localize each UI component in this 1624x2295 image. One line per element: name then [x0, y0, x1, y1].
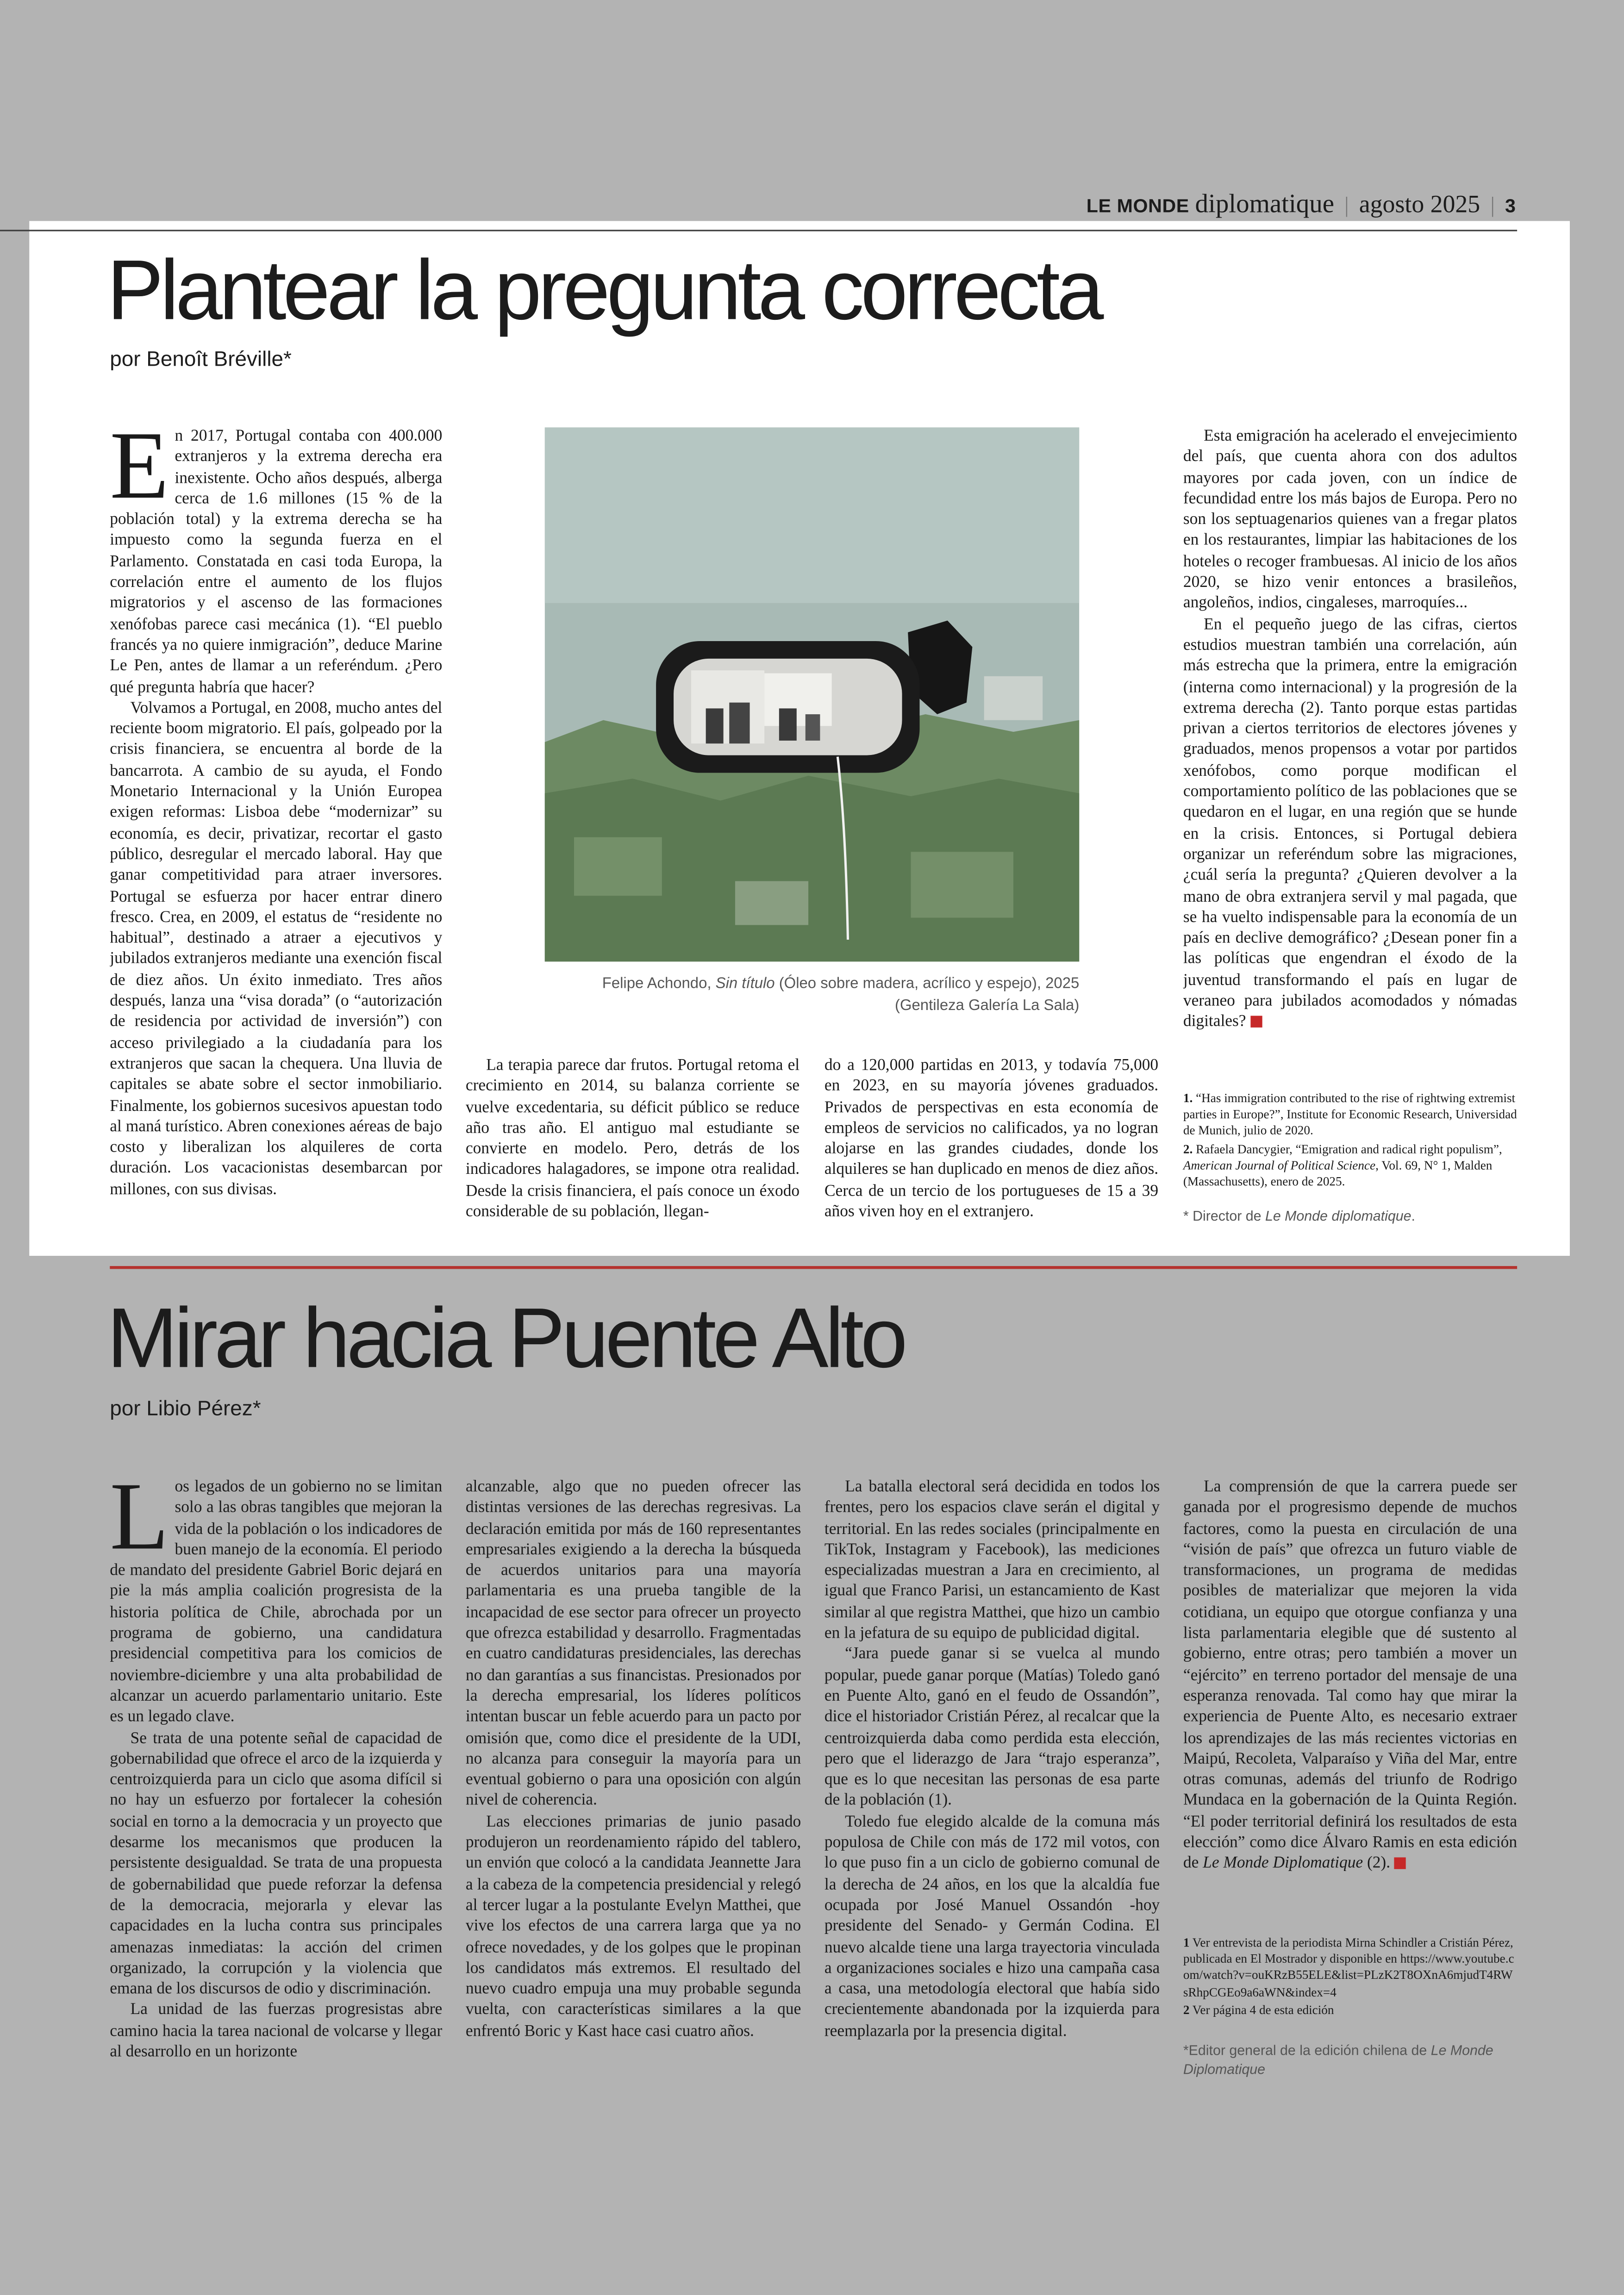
caption-details: (Óleo sobre madera, acrílico y espejo), 2025: [775, 976, 1080, 992]
article2-footnotes: [1183, 1935, 1517, 2020]
author-note-text: .: [1411, 1209, 1415, 1225]
author-note-publication: Le Monde Diplomatique: [1183, 2043, 1493, 2079]
article2-author-note: [1183, 2042, 1517, 2080]
article1-paragraph: n 2017, Portugal contaba con 400.000 extranjeros y la extrema derecha era inexistente. Ocho años después, alberga cerca de 1.6 millones (15 % de la población total) y la extrema derecha se ha impuesto como la segunda fuerza en el Parlamento. Constatada en casi toda Europa, la correlación entre el aumento de los flujos migratorios y el ascenso de las formaciones xenófobas parece casi mecánica (1). “El pueblo francés ya no quiere inmigración”, deduce Marine Le Pen, antes de llamar a un referéndum. ¿Pero qué pregunta habría que hacer?: [110, 427, 443, 696]
author-note-publication: Le Monde diplomatique: [1265, 1209, 1412, 1225]
article2-column-1: [110, 1477, 442, 2091]
footnote-number: 2.: [1183, 1141, 1193, 1156]
article2-paragraph: [1183, 1477, 1517, 1874]
article2-column-3: [824, 1477, 1160, 2091]
caption-artist: Felipe Achondo,: [602, 976, 716, 992]
footnote: [1183, 2002, 1517, 2018]
article1-column-3: [824, 1055, 1158, 1231]
article2-publication-name: Le Monde Diplomatique: [1203, 1855, 1363, 1873]
section-divider: [110, 1266, 1517, 1269]
article2-byline: por Libio Pérez*: [110, 1397, 261, 1422]
article2-column-2: [466, 1477, 801, 2091]
caption-work-title: Sin título: [715, 976, 775, 992]
article1-footnotes: [1183, 1091, 1517, 1192]
article2-paragraph: “Jara puede ganar si se vuelca al mundo popular, puede ganar porque (Matías) Toledo ganó en Puente Alto, ganó en el feudo de Ossandón”, dice el historiador Cristián Pérez, al recalcar que la centroizquierda daba como perdida esta elección, pero que el liderazgo de Jara “trajo esperanza”, que es lo que necesitan las personas de esa parte de la población (1).: [824, 1646, 1160, 1810]
page-number: 3: [1505, 194, 1516, 217]
author-note-text: * Director de: [1183, 1209, 1265, 1225]
footnote: [1183, 1091, 1517, 1140]
footnote-number: 1.: [1183, 1090, 1193, 1105]
article2-paragraph: Se trata de una potente señal de capacidad de gobernabilidad que ofrece el arco de la izquierda y centroizquierda para un ciclo que asoma difícil si no hay un esfuerzo por fortalecer la cohesión social en torno a la democracia y un proyecto que desarme los mecanismos que producen la persistente desigualdad. Se trata de una propuesta de gobernabilidad que puede reforzar la defensa de la democracia, mejorarla y elevar las capacidades en la lucha contra sus principales amenazas inmediatas: la acción del crimen organizado, la corrupción y la violencia que emana de los discursos de odio y discriminación.: [110, 1729, 443, 1998]
painting-image: [545, 427, 1080, 961]
article2-paragraph: Toledo fue elegido alcalde de la comuna más populosa de Chile con más de 172 mil votos, con lo que puso fin a un ciclo de gobierno comunal de la derecha de 24 años, en los que la alcaldía fue ocupada por José Manuel Ossandón -hoy presidente del Senado- y Germán Codina. El nuevo alcalde tiene una larga trayectoria vinculada a organizaciones sociales e hizo una campaña casa a casa, una metodología electoral que había sido crecientemente abandonada por la izquierda para reemplazarla por la presencia digital.: [824, 1813, 1160, 2040]
article1-column-1: [110, 426, 442, 1231]
article2-column-4: [1183, 1477, 1517, 1923]
article1-paragraph: do a 120,000 partidas en 2013, y todavía 75,000 en 2023, en su mayoría jóvenes graduados. Privados de perspectivas en esta economía de empleos de servicios no calificados, ya no logran alojarse en las grandes ciudades, donde los alquileres se han duplicado en menos de diez años. Cerca de un tercio de los portugueses de 15 a 39 años viven hoy en el extranjero.: [824, 1056, 1159, 1221]
footnote: [1183, 1935, 1517, 2001]
article1-column-4: [1183, 426, 1517, 1087]
image-caption: [545, 973, 1080, 1017]
article2-paragraph-text: (2).: [1363, 1855, 1391, 1873]
masthead-brand: LE MONDE: [1086, 194, 1189, 217]
footnote-journal: American Journal of Political Science: [1183, 1157, 1376, 1172]
article2-paragraph: Las elecciones primarias de junio pasado produjeron un reordenamiento rápido del tablero, un envión que colocó a la candidata Jeannette Jara a la cabeza de la competencia presidencial y relegó al tercer lugar a la postulante Evelyn Matthei, que vive los efectos de una carrera larga que ya no ofrece novedades, y de los golpes que le propinan los candidatos más extremos. El resultado del nuevo cuadro empuja una muy probable segunda vuelta, con características similares a la que enfrentó Boric y Kast hace casi cuatro años.: [465, 1813, 801, 2040]
footnote-number: 2: [1183, 2002, 1190, 2017]
article1-column-2: [466, 1055, 800, 1231]
caption-line: [545, 973, 1080, 995]
article1-paragraph: [1183, 614, 1517, 1033]
article2-paragraph-text: La comprensión de que la carrera puede ser ganada por el progresismo depende de muchos factores, como la puesta en circulación de una “visión de país” que ofrezca un futuro viable de transformaciones, un programa de medidas posibles de materializar que mejoren la vida cotidiana, un equipo que otorgue confianza y una lista parlamentaria elegible que dé sustento al gobierno, entre otras; pero también a mover un “ejército” en terreno portador del mensaje de una esperanza renovada. Tal como hay que mirar la experiencia de Puente Alto, es necesario extraer los aprendizajes de las más recientes victorias en Maipú, Recoleta, Valparaíso y Viña del Mar, entre otras comunas, además del triunfo de Rodrigo Mundaca en la gobernación de la Quinta Región. “El poder territorial definirá los resultados de esta elección” como dice Álvaro Ramis en esta edición de: [1183, 1478, 1518, 1873]
article1-paragraph-text: En el pequeño juego de las cifras, ciertos estudios muestran también una correlación, aún más estrecha que la primera, entre la emigración (interna como internacional) y la progresión de la extrema derecha (2). Tanto porque estas partidas privan a ciertos territorios de electores jóvenes y graduados, menos propensos a votar por partidos xenófobos, como porque modifican el comportamiento político de las poblaciones que se quedaron en el lugar, en una región que se hunde en la crisis. Entonces, si Portugal debiera organizar un referéndum sobre las migraciones, ¿cuál sería la pregunta? ¿Quieren devolver a la mano de obra extranjera servil y mal pagada, que se ha vuelto indispensable para la economía de un país en declive demográfico? ¿Desean poner fin a las políticas que engendran el éxodo de la juventud transformando el país en lugar de veraneo para jubilados acomodados y nómadas digitales?: [1183, 616, 1518, 1031]
article2-paragraph: alcanzable, algo que no pueden ofrecer las distintas versiones de las derechas regresivas. La declaración emitida por más de 160 representantes empresariales exigiendo a la derecha la búsqueda de acuerdos unitarios para una mayoría parlamentaria es una prueba tangible de la incapacidad de ese sector para ofrecer un proyecto que ofrezca estabilidad y desarrollo. Fragmentadas en cuatro candidaturas presidenciales, las derechas no dan garantías a sus financistas. Presionados por la derecha empresarial, los líderes políticos intentan buscar un feble acuerdo para un pacto por omisión que, como dice el presidente de la UDI, no alcanza para conseguir la mayoría para un eventual gobierno o para una oposición con algún nivel de coherencia.: [465, 1478, 801, 1810]
article1-paragraph: La terapia parece dar frutos. Portugal retoma el crecimiento en 2014, su balanza corriente se vuelve excedentaria, su déficit público se reduce año tras año. El antiguo mal estudiante se convierte en modelo. Pero, detrás de los indicadores halagadores, se impone otra realidad. Desde la crisis financiera, el país conoce un éxodo considerable de su población, llegan-: [465, 1056, 800, 1221]
masthead-separator: |: [1490, 194, 1495, 218]
header-rule: [0, 230, 1517, 231]
mirror-painting-illustration: [545, 427, 1080, 961]
footnote-text: Ver entrevista de la periodista Mirna Schindler a Cristián Pérez, publicada en El Mostrador y disponible en https://www.youtube.com/watch?v=ouKRzB55ELE&list=PLzK2T8OXnA6mjudT4RWsRhpCGEo9a6aWN&index=4: [1183, 1935, 1514, 1999]
article2-paragraph: La batalla electoral será decidida en todos los frentes, pero los espacios clave serán el digital y territorial. En las redes sociales (principalmente en TikTok, Instagram y Facebook), las mediciones especializadas muestran a Jara en crecimiento, al igual que Franco Parisi, un estancamiento de Kast similar al que registra Matthei, que hizo un cambio en la jefatura de su equipo de publicidad digital.: [824, 1478, 1160, 1642]
footnote-text: Rafaela Dancygier, “Emigration and radical right populism”,: [1193, 1141, 1502, 1156]
article2-paragraph: os legados de un gobierno no se limitan solo a las obras tangibles que mejoran la vida de la población o los indicadores de buen manejo de la economía. El periodo de mandato del presidente Gabriel Boric dejará en pie la más amplia coalición progresista de la historia política de Chile, abrochada por un programa de gobierno, una candidatura presidencial competitiva para los comicios de noviembre-diciembre y una alta probabilidad de alcanzar un acuerdo parlamentario unitario. Este es un legado clave.: [110, 1478, 443, 1726]
article1-paragraph: Volvamos a Portugal, en 2008, mucho antes del reciente boom migratorio. El país, golpeado por la crisis financiera, se encuentra al borde de la bancarrota. A cambio de su ayuda, el Fondo Monetario Internacional y la Unión Europea exigen reformas: Lisboa debe “modernizar” su economía, es decir, privatizar, recortar el gasto público, desregular el mercado laboral. Hay que ganar competitividad para atraer inversores. Portugal se esfuerza por hacer entrar dinero fresco. Crea, en 2009, el estatus de “residente no habitual”, destinado a atraer a ejecutivos y jubilados extranjeros mediante una exención fiscal de diez años. Un éxito inmediato. Tres años después, lanza una “visa dorada” (o “autorización de residencia por actividad de inversión”) con acceso privilegiado a la ciudadanía para los extranjeros que sacan la chequera. Una lluvia de capitales se abate sobre el sector inmobiliario. Finalmente, los gobiernos sucesivos apuestan todo al maná turístico. Abren conexiones aéreas de bajo costo y liberalizan los alquileres de corta duración. Los vacacionistas desembarcan por millones, con sus divisas.: [110, 699, 443, 1198]
article2-dropcap: L: [110, 1477, 169, 1571]
article1-title: Plantear la pregunta correcta: [106, 243, 1100, 338]
article1-byline: por Benoît Bréville*: [110, 348, 292, 372]
article2-paragraph: La unidad de las fuerzas progresistas abre camino hacia la tarea nacional de volcarse y llegar al desarrollo en un horizonte: [110, 2001, 443, 2061]
caption-credit: (Gentileza Galería La Sala): [895, 998, 1080, 1015]
footnote-number: 1: [1183, 1935, 1190, 1950]
article2-title: Mirar hacia Puente Alto: [106, 1291, 905, 1386]
article1-author-note: [1183, 1208, 1517, 1227]
masthead-separator: |: [1344, 194, 1349, 218]
end-of-article-mark: [1395, 1858, 1406, 1870]
author-note-text: *Editor general de la edición chilena de: [1183, 2043, 1431, 2059]
end-of-article-mark: [1250, 1016, 1262, 1028]
footnote: [1183, 1141, 1517, 1190]
footnote-text: , Vol. 69, N° 1, Malden (Massachusetts), enero de 2025.: [1183, 1157, 1493, 1189]
article1-dropcap: E: [110, 426, 169, 520]
masthead: [1087, 189, 1516, 219]
article1-paragraph: Esta emigración ha acelerado el envejecimiento del país, que cuenta ahora con dos adultos mayores por cada joven, con un índice de fecundidad entre los más bajos de Europa. Pero no son los septuagenarios quienes van a fregar platos en los restaurantes, limpiar las habitaciones de los hoteles o recoger frambuesas. Al inicio de los años 2020, se hizo venir entonces a brasileños, angoleños, indios, cingaleses, marroquíes...: [1183, 427, 1518, 612]
footnote-text: Ver página 4 de esta edición: [1189, 2002, 1334, 2017]
masthead-date: agosto 2025: [1359, 190, 1480, 218]
footnote-text: “Has immigration contributed to the rise of rightwing extremist parties in Europe?”, Institute for Economic Research, Universidad de Munich, julio de 2020.: [1183, 1090, 1517, 1138]
masthead-brand-diplomatique: diplomatique: [1195, 188, 1334, 218]
